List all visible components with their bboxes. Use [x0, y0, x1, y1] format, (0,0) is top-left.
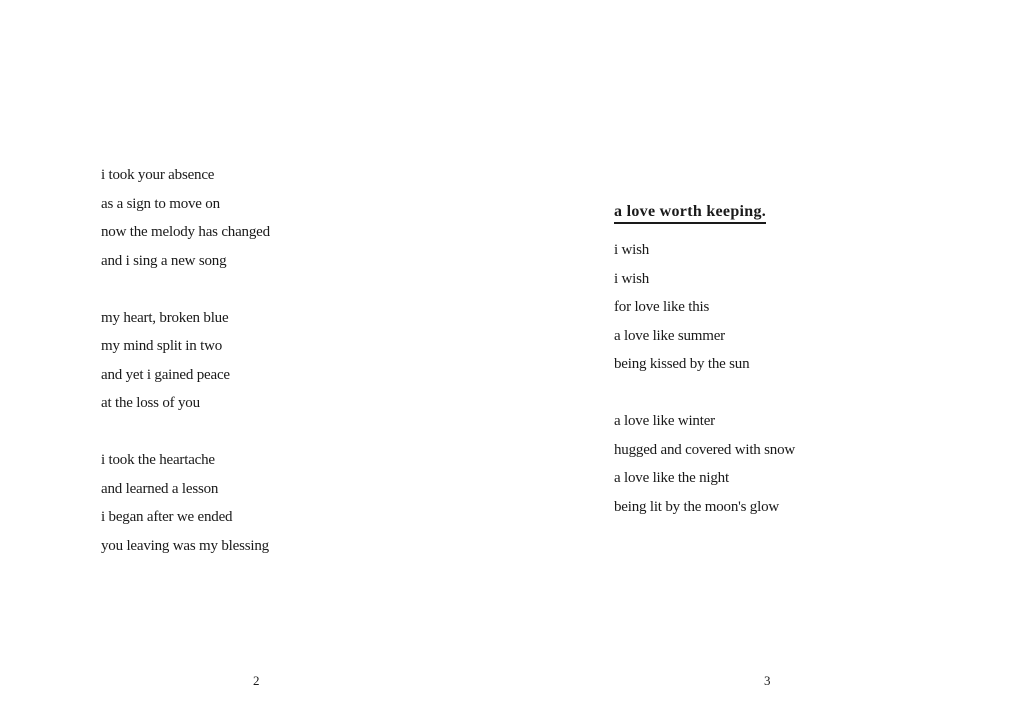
right-poem	[614, 236, 795, 521]
poem-line: my mind split in two	[101, 338, 223, 354]
page-number-left: 2	[253, 673, 260, 688]
left-poem	[101, 161, 270, 560]
poem-title: a love worth keeping.	[614, 202, 766, 224]
poem-line: you leaving was my blessing	[101, 537, 269, 554]
poem-line: a love like winter	[614, 413, 715, 429]
poem-line: a love like summer	[614, 327, 725, 344]
poem-line: and yet i gained peace	[101, 366, 230, 383]
poem-line: and i sing a new song	[101, 252, 227, 269]
stanza-break	[101, 275, 270, 304]
poem-line: i took your absence	[101, 167, 215, 183]
poem-line: my heart, broken blue	[101, 309, 229, 326]
right-page	[512, 0, 1024, 717]
stanza-break	[614, 379, 795, 408]
poem-line: now the melody has changed	[101, 224, 270, 240]
poem-line: and learned a lesson	[101, 480, 219, 497]
poem-line: i took the heartache	[101, 452, 215, 468]
poem-line: i wish	[614, 270, 650, 287]
poem-line: as a sign to move on	[101, 195, 220, 212]
poem-line: a love like the night	[614, 470, 729, 486]
poem-line: being kissed by the sun	[614, 356, 750, 372]
poem-line: for love like this	[614, 299, 710, 315]
poem-line: i began after we ended	[101, 509, 233, 525]
poem-line: i wish	[614, 242, 650, 258]
stanza-break	[101, 418, 270, 447]
poem-line: being lit by the moon's glow	[614, 498, 780, 515]
poem-line: hugged and covered with snow	[614, 441, 796, 458]
poem-line: at the loss of you	[101, 395, 200, 411]
page-number-right: 3	[764, 673, 771, 688]
